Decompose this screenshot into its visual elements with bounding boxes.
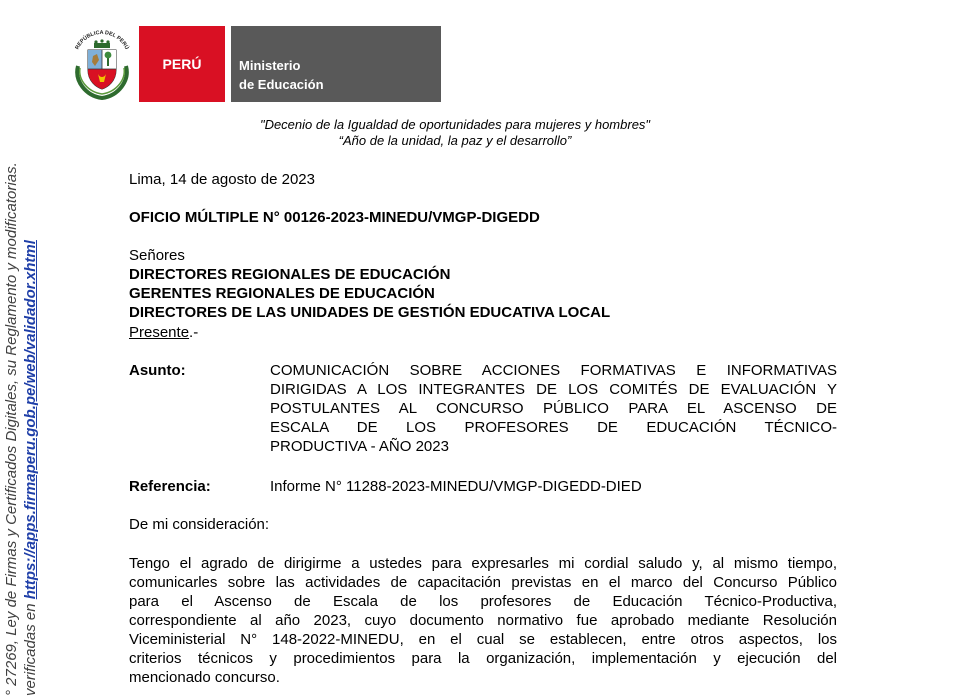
body-line: Viceministerial N° 148-2022-MINEDU, en el cual se establecen, entre otros aspectos, los xyxy=(129,631,837,648)
presente-word: Presente xyxy=(129,324,190,341)
side-note-line-1: ° 27269, Ley de Firmas y Certificados Digitales, su Reglamento y modificatorias. xyxy=(3,162,20,696)
oficio-number: OFICIO MÚLTIPLE N° 00126-2023-MINEDU/VMGP-DIGEDD xyxy=(129,209,540,226)
body-line: comunicarles sobre las actividades de capacitación previstas en el marco del Concurso Público xyxy=(129,574,837,591)
asunto-line: DIRIGIDAS A LOS INTEGRANTES DE LOS COMITÉS DE EVALUACIÓN Y xyxy=(270,381,837,398)
salutation: Señores xyxy=(129,247,185,264)
coat-of-arms-icon xyxy=(68,26,136,100)
ministry-brand-box xyxy=(231,26,441,102)
body-line: criterios técnicos y procedimientos para la organización, implementación y ejecución del xyxy=(129,650,837,667)
country-label: PERÚ xyxy=(162,56,202,72)
referencia-value: Informe N° 11288-2023-MINEDU/VMGP-DIGEDD-DIED xyxy=(270,478,642,495)
asunto-text xyxy=(270,361,837,456)
body-line: correspondiente al año 2023, cuyo documento normativo fue aprobado mediante Resolución xyxy=(129,612,837,629)
recipient-1: DIRECTORES REGIONALES DE EDUCACIÓN xyxy=(129,266,451,283)
peru-brand-box xyxy=(139,26,225,102)
asunto-line: PRODUCTIVA - AÑO 2023 xyxy=(270,438,449,455)
body-paragraph xyxy=(129,554,837,687)
letter-date: Lima, 14 de agosto de 2023 xyxy=(129,171,315,188)
signature-side-note xyxy=(0,0,64,696)
body-line: para el Ascenso de Escala de los profesores de Educación Técnico-Productiva, xyxy=(129,593,837,610)
body-line: Tengo el agrado de dirigirme a ustedes para expresarles mi cordial saludo y, al mismo tiempo, xyxy=(129,555,837,572)
side-note-prefix: verificadas en xyxy=(22,599,39,696)
asunto-line: ESCALA DE LOS PROFESORES DE EDUCACIÓN TÉCNICO- xyxy=(270,419,837,436)
referencia-label: Referencia: xyxy=(129,478,211,495)
asunto-line: POSTULANTES AL CONCURSO PÚBLICO PARA EL ASCENSO DE xyxy=(270,400,837,417)
presente-suffix: .- xyxy=(189,324,199,341)
recipient-2: GERENTES REGIONALES DE EDUCACIÓN xyxy=(129,285,435,302)
ministry-line-2: de Educación xyxy=(239,77,324,92)
body-line: mencionado concurso. xyxy=(129,669,280,686)
decenio-line-1: "Decenio de la Igualdad de oportunidades para mujeres y hombres" xyxy=(259,117,651,132)
decenio-line-2: “Año de la unidad, la paz y el desarrollo” xyxy=(338,133,572,148)
recipient-3: DIRECTORES DE LAS UNIDADES DE GESTIÓN EDUCATIVA LOCAL xyxy=(129,304,611,321)
presente xyxy=(129,324,198,341)
ministry-line-1: Ministerio xyxy=(239,58,301,73)
greeting: De mi consideración: xyxy=(129,516,270,533)
asunto-label: Asunto: xyxy=(129,362,186,379)
side-note-line-2 xyxy=(22,240,39,696)
seal-text: REPÚBLICA DEL PERÚ xyxy=(74,29,130,51)
asunto-line: COMUNICACIÓN SOBRE ACCIONES FORMATIVAS E INFORMATIVAS xyxy=(270,362,837,379)
validator-link[interactable]: https://apps.firmaperu.gob.pe/web/validador.xhtml xyxy=(22,240,39,600)
